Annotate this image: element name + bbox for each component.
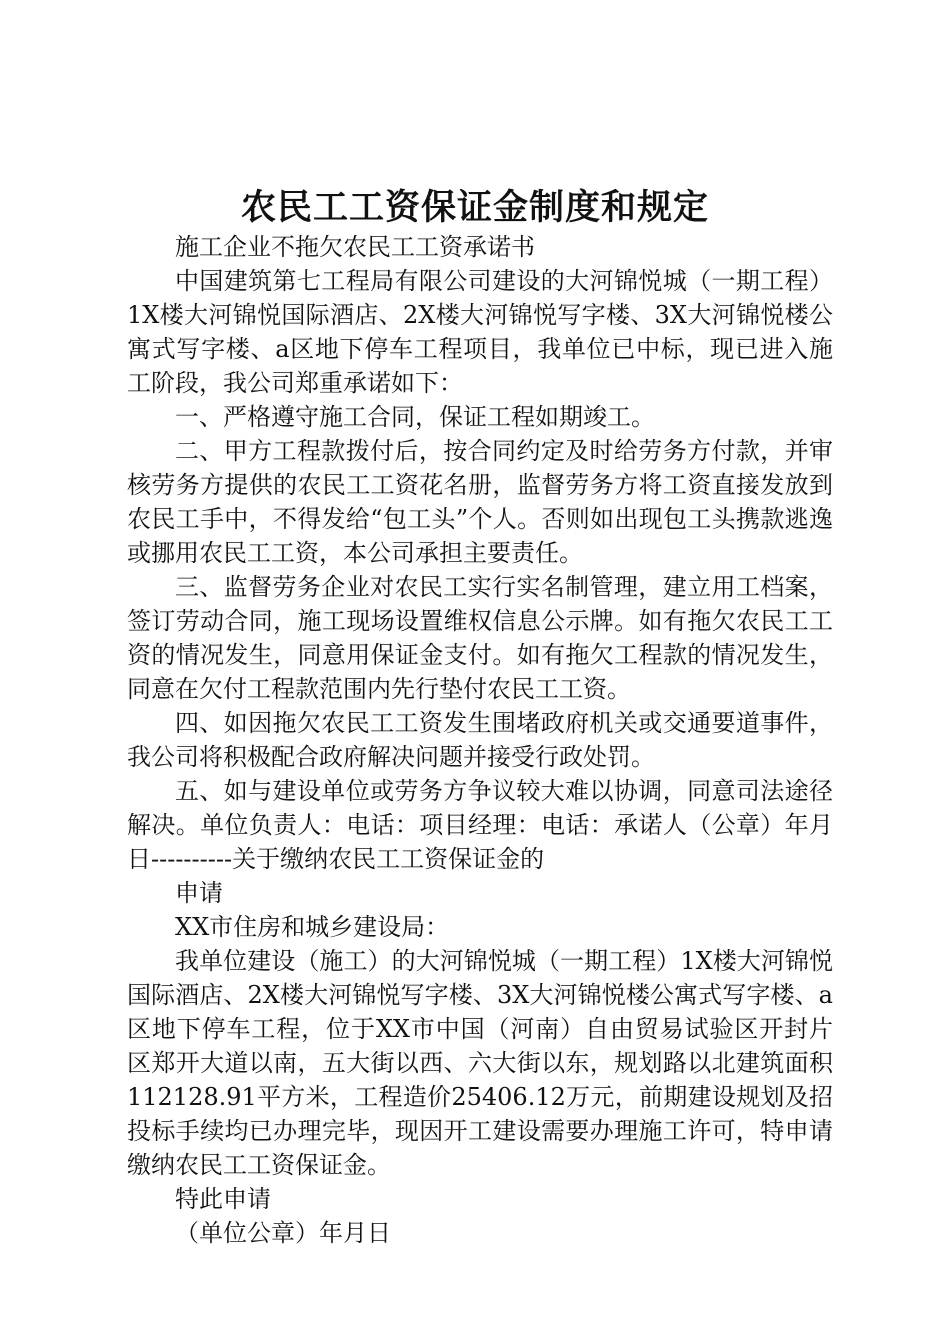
pledge-item-5: 五、如与建设单位或劳务方争议较大难以协调，同意司法途径解决。单位负责人：电话：项目经理：电话：承诺人（公章）年月日----------关于缴纳农民工工资保证金的	[127, 777, 833, 873]
closing-phrase: 特此申请	[175, 1185, 271, 1213]
pledge-item-3: 三、监督劳务企业对农民工实行实名制管理，建立用工档案，签订劳动合同，施工现场设置维权信息公示牌。如有拖欠农民工工资的情况发生，同意用保证金支付。如有拖欠工程款的情况发生，同意在欠付工程款范围内先行垫付农民工工资。	[127, 573, 833, 703]
document-body	[127, 230, 833, 1250]
document-title: 农民工工资保证金制度和规定	[240, 187, 709, 228]
pledge-heading: 施工企业不拖欠农民工工资承诺书	[175, 233, 535, 261]
pledge-item-2: 二、甲方工程款拨付后，按合同约定及时给劳务方付款，并审核劳务方提供的农民工工资花名册，监督劳务方将工资直接发放到农民工手中，不得发给“包工头”个人。否则如出现包工头携款逃逸或挪用农民工工资，本公司承担主要责任。	[127, 437, 833, 567]
application-body-paragraph: 我单位建设（施工）的大河锦悦城（一期工程）1X楼大河锦悦国际酒店、2X楼大河锦悦写字楼、3X大河锦悦楼公寓式写字楼、a区地下停车工程，位于XX市中国（河南）自由贸易试验区开封片区郑开大道以南，五大街以西、六大街以东，规划路以北建筑面积112128.91平方米，工程造价25406.12万元，前期建设规划及招投标手续均已办理完毕，现因开工建设需要办理施工许可，特申请缴纳农民工工资保证金。	[127, 947, 833, 1179]
application-heading: 申请	[175, 879, 223, 907]
addressee: XX市住房和城乡建设局：	[175, 913, 450, 941]
pledge-item-1: 一、严格遵守施工合同，保证工程如期竣工。	[175, 403, 655, 431]
seal-and-date-line: （单位公章）年月日	[175, 1219, 391, 1247]
pledge-intro-paragraph: 中国建筑第七工程局有限公司建设的大河锦悦城（一期工程）1X楼大河锦悦国际酒店、2X楼大河锦悦写字楼、3X大河锦悦楼公寓式写字楼、a区地下停车工程项目，我单位已中标，现已进入施工阶段，我公司郑重承诺如下：	[127, 267, 833, 397]
pledge-item-4: 四、如因拖欠农民工工资发生围堵政府机关或交通要道事件，我公司将积极配合政府解决问题并接受行政处罚。	[127, 709, 833, 771]
